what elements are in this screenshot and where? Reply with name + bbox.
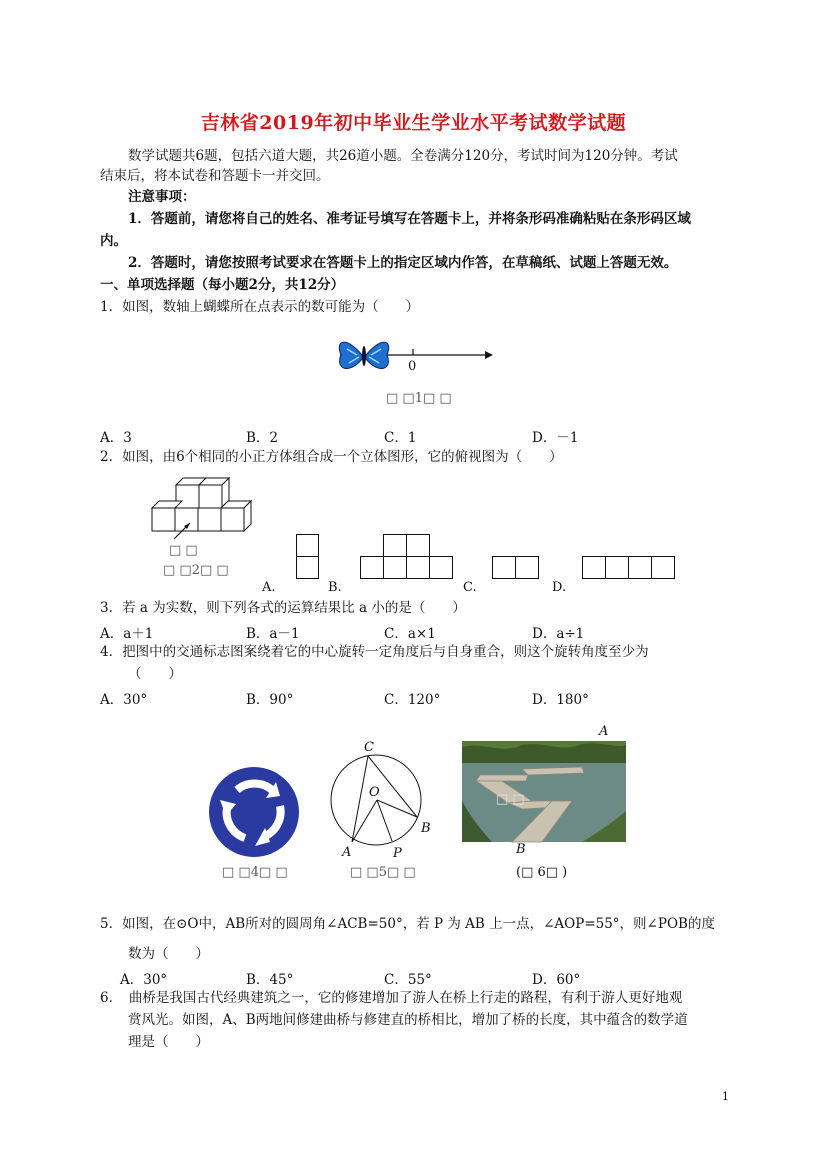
fig5-label-a: A xyxy=(342,845,352,860)
q1-axis-zero: 0 xyxy=(408,359,417,374)
q2-option-c-figure xyxy=(492,556,540,580)
note-1-line-2: 内。 xyxy=(100,233,127,249)
q3-option-b: B．a－1 xyxy=(246,626,300,642)
q4-stem-line-2: （ ） xyxy=(128,666,182,682)
q6-stem-line-1: 6． 曲桥是我国古代经典建筑之一，它的修建增加了游人在桥上行走的路程，有利于游人更好地观 xyxy=(100,990,683,1006)
q3-option-d: D．a÷1 xyxy=(532,626,585,642)
arrow-head xyxy=(485,351,493,359)
fig5-label-c: C xyxy=(364,740,374,755)
q3-option-a: A．a＋1 xyxy=(100,626,154,642)
q5-option-b: B．45° xyxy=(246,972,294,988)
q3-option-c: C．a×1 xyxy=(384,626,436,642)
intro-line-1: 数学试题共6题，包括六道大题，共26道小题。全卷满分120分，考试时间为120分钟。考试 xyxy=(128,148,678,164)
notes-heading: 注意事项： xyxy=(128,189,196,205)
q4-option-c: C．120° xyxy=(384,692,441,708)
note-1-line-1: 1．答题前，请您将自己的姓名、准考证号填写在答题卡上，并将条形码准确粘贴在条形码区域 xyxy=(128,211,691,227)
butterfly-icon xyxy=(339,342,389,368)
q1-option-d: D．－1 xyxy=(532,430,579,446)
q5-stem-line-1: 5．如图，在⊙O中，AB所对的圆周角∠ACB=50°，若 P 为 AB 上一点，∠AOP=55°，则∠POB的度 xyxy=(100,916,715,932)
q2-figure-caption: □ □2□ □ xyxy=(163,563,229,578)
q6-stem-line-2: 赏风光。如图，A、B两地间修建曲桥与修建直的桥相比，增加了桥的长度，其中蕴含的数学道 xyxy=(128,1012,688,1028)
q6-stem-line-3: 理是（ ） xyxy=(128,1034,209,1050)
section-1-heading: 一、单项选择题（每小题2分，共12分） xyxy=(100,277,345,293)
fig6-label-a: A xyxy=(599,724,609,739)
intro-line-2: 结束后，将本试卷和答题卡一并交回。 xyxy=(100,168,330,184)
q5-option-c: C．55° xyxy=(384,972,432,988)
q2-stem: 2．如图，由6个相同的小正方体组合成一个立体图形，它的俯视图为（ ） xyxy=(100,449,563,465)
q1-stem: 1．如图，数轴上蝴蝶所在点表示的数可能为（ ） xyxy=(100,299,420,315)
q2-option-a-letter: A. xyxy=(262,580,276,595)
q2-option-c-letter: C. xyxy=(463,580,477,595)
page-title: 吉林省2019年初中毕业生学业水平考试数学试题 xyxy=(200,112,627,134)
note-2: 2．答题时，请您按照考试要求在答题卡上的指定区域内作答，在草稿纸、试题上答题无效。 xyxy=(128,255,678,271)
q4-stem-line-1: 4．把图中的交通标志图案绕着它的中心旋转一定角度后与自身重合，则这个旋转角度至少为 xyxy=(100,644,649,660)
q5-stem-line-2: 数为（ ） xyxy=(128,946,209,962)
circle-geometry-figure xyxy=(330,754,425,849)
q4-option-a: A．30° xyxy=(100,692,148,708)
q5-option-a: A．30° xyxy=(120,972,168,988)
q1-option-c: C．1 xyxy=(384,430,417,446)
q1-option-b: B．2 xyxy=(246,430,279,446)
zigzag-bridge-photo xyxy=(462,741,626,842)
q1-option-a: A．3 xyxy=(100,430,132,446)
q2-option-d-letter: D. xyxy=(552,580,567,595)
q2-option-d-figure xyxy=(582,556,678,580)
q3-stem: 3．若 a 为实数，则下列各式的运算结果比 a 小的是（ ） xyxy=(100,600,466,616)
figure-4-caption: □ □4□ □ xyxy=(222,865,288,880)
figure-6-caption: (□ 6□ ) xyxy=(516,865,568,880)
q2-cube-figure xyxy=(150,477,250,537)
figure-5-caption: □ □5□ □ xyxy=(350,865,416,880)
q1-figure-caption: □ □1□ □ xyxy=(386,391,452,406)
fig6-photo-mark: □ □ xyxy=(496,792,525,807)
roundabout-sign-icon xyxy=(208,766,300,858)
q2-option-b-figure xyxy=(360,534,456,580)
q2-option-a-figure xyxy=(296,534,320,580)
q4-option-b: B．90° xyxy=(246,692,294,708)
q4-option-d: D．180° xyxy=(532,692,589,708)
page-number: 1 xyxy=(722,1090,729,1103)
q2-option-b-letter: B. xyxy=(328,580,342,595)
fig6-label-b: B xyxy=(516,842,526,857)
fig5-label-o: O xyxy=(369,785,380,800)
fig5-label-p: P xyxy=(393,846,402,861)
fig5-label-b: B xyxy=(421,821,431,836)
q2-figure-label-top: □ □ xyxy=(169,543,198,558)
q5-option-d: D．60° xyxy=(532,972,581,988)
